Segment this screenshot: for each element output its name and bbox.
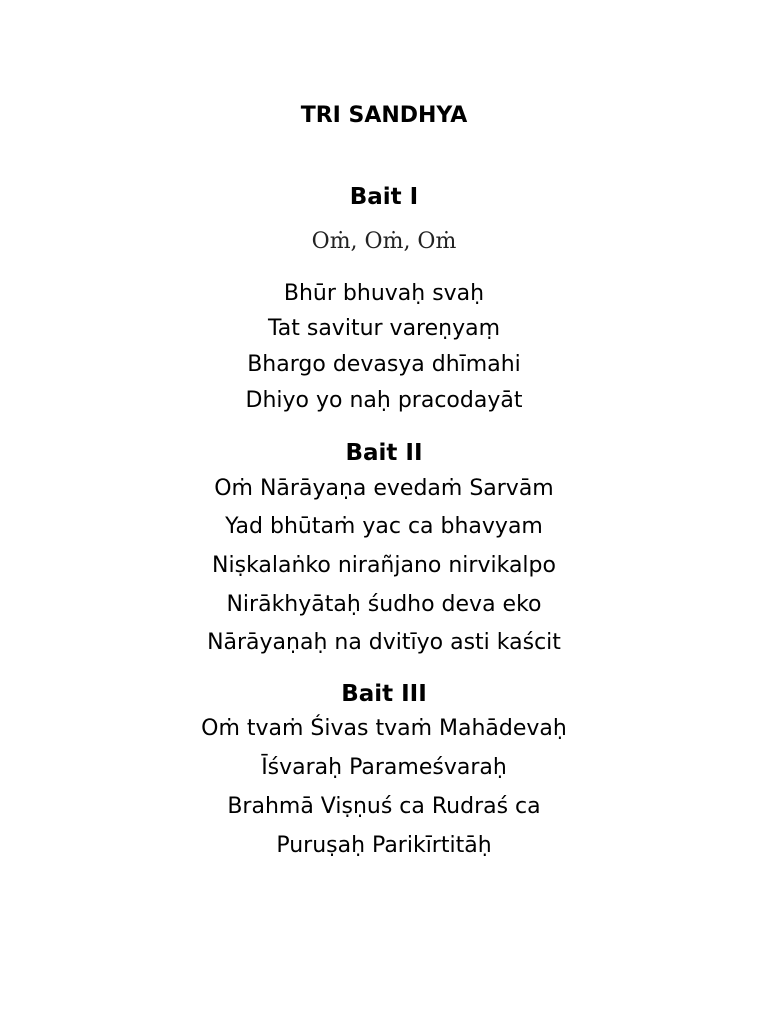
stanza-2-line-4: Nirākhyātaḥ śudho deva eko [226,592,542,617]
page-title: TRI SANDHYA [300,103,468,128]
stanza-3-line-2: Īśvaraḥ Parameśvaraḥ [261,755,507,780]
stanza-1-heading: Bait I [349,184,419,210]
stanza-3-line-4: Puruṣaḥ Parikīrtitāḥ [276,833,492,858]
stanza-3-heading: Bait III [341,681,427,707]
stanza-2-line-2: Yad bhūtaṁ yac ca bhavyam [225,514,543,539]
stanza-2-heading: Bait II [345,440,423,466]
stanza-1-line-2: Tat savitur vareṇyaṃ [267,316,501,341]
stanza-2-line-3: Niṣkalaṅko nirañjano nirvikalpo [212,553,556,578]
stanza-1-line-3: Bhargo devasya dhīmahi [247,352,521,377]
stanza-3-line-3: Brahmā Viṣṇuś ca Rudraś ca [227,794,541,819]
stanza-1-intro: Oṁ, Oṁ, Oṁ [311,229,457,254]
stanza-2-line-1: Oṁ Nārāyaṇa evedaṁ Sarvām [214,476,554,501]
stanza-1-line-4: Dhiyo yo naḥ pracodayāt [245,388,523,413]
stanza-1-line-1: Bhūr bhuvaḥ svaḥ [283,281,485,306]
stanza-3-line-1: Oṁ tvaṁ Śivas tvaṁ Mahādevaḥ [201,716,567,741]
stanza-2-line-5: Nārāyaṇaḥ na dvitīyo asti kaścit [207,630,561,655]
